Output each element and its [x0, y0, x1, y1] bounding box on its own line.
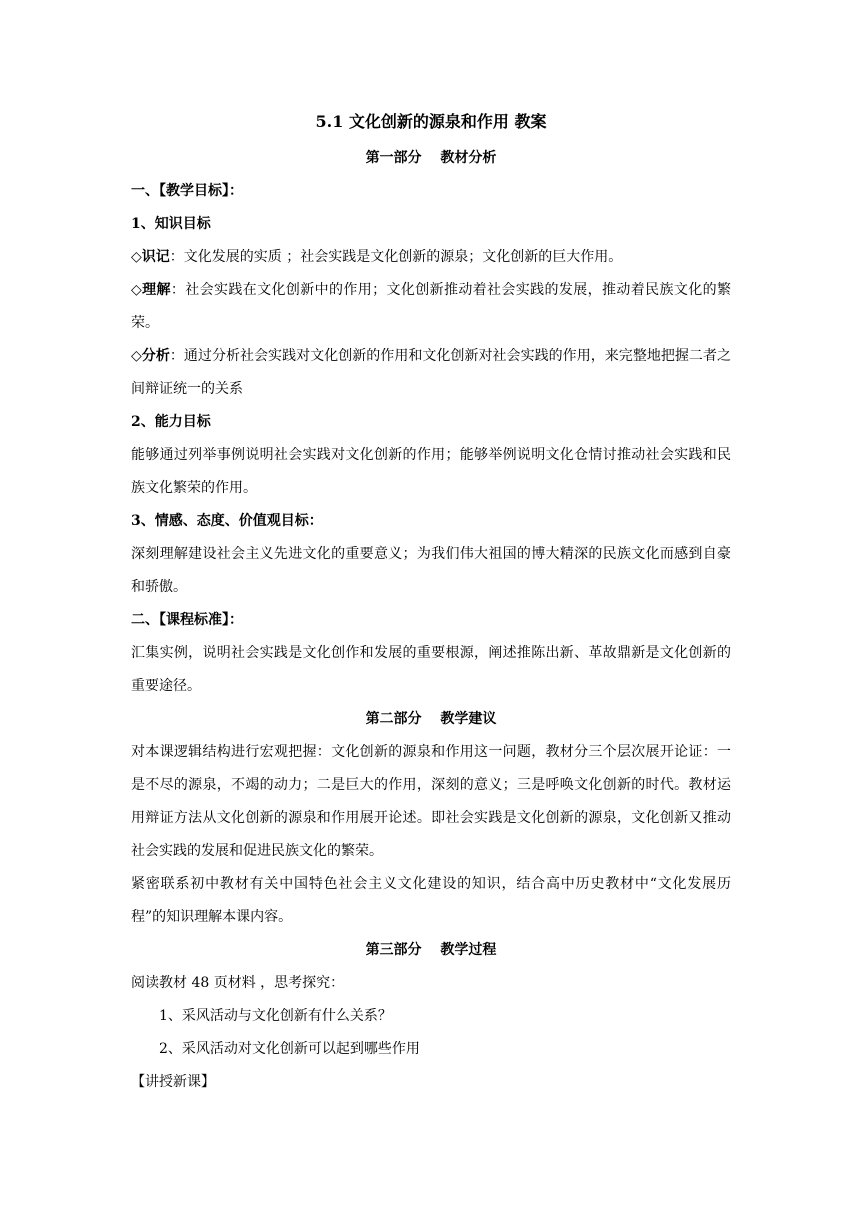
document-title: 5.1 文化创新的源泉和作用 教案 [315, 112, 547, 131]
emotion-goals-heading: 3、情感、态度、价值观目标： [131, 513, 323, 529]
understand-label: ◇理解 [131, 282, 171, 298]
teaching-suggestion-paragraph-1: 对本课逻辑结构进行宏观把握：文化创新的源泉和作用这一问题，教材分三个层次展开论证：一是不尽的源泉，不竭的动力；二是巨大的作用，深刻的意义；三是呼唤文化创新的时代。教材运用辩证方法从文化创新的源泉和作用展开论述。即社会实践是文化创新的源泉，文化创新又推动社会实践的发展和促进民族文化的繁荣。 [131, 744, 731, 859]
recall-item [131, 241, 731, 274]
emotion-goals-text: 深刻理解建设社会主义先进文化的重要意义；为我们伟大祖国的博大精深的民族文化而感到自豪和骄傲。 [131, 546, 731, 595]
teaching-suggestion-paragraph-2: 紧密联系初中教材有关中国特色社会主义文化建设的知识，结合高中历史教材中“文化发展历程”的知识理解本课内容。 [131, 876, 731, 925]
recall-text: ：文化发展的实质 ；社会实践是文化创新的源泉；文化创新的巨大作用。 [169, 249, 623, 265]
recall-label: ◇识记 [131, 249, 170, 265]
analyze-item [131, 340, 731, 406]
reading-prompt: 阅读教材 48 页材料 ，思考探究： [131, 975, 345, 991]
understand-text: ：社会实践在文化创新中的作用；文化创新推动着社会实践的发展，推动着民族文化的繁荣。 [131, 282, 731, 331]
part1-heading: 第一部分 教材分析 [365, 150, 497, 166]
ability-goals-text: 能够通过列举事例说明社会实践对文化创新的作用；能够举例说明文化仓情讨推动社会实践和民族文化繁荣的作用。 [131, 447, 731, 496]
analyze-text: ：通过分析社会实践对文化创新的作用和文化创新对社会实践的作用，来完整地把握二者之间辩证统一的关系 [131, 348, 731, 397]
part3-heading: 第三部分 教学过程 [365, 942, 497, 958]
analyze-label: ◇分析 [131, 348, 170, 364]
document-page [131, 102, 731, 1099]
question-1: 1、采风活动与文化创新有什么关系？ [159, 1008, 392, 1024]
teaching-goals-heading: 一、【教学目标】： [131, 183, 243, 199]
curriculum-standard-text: 汇集实例，说明社会实践是文化创作和发展的重要根源，阐述推陈出新、革故鼎新是文化创新的重要途径。 [131, 645, 731, 694]
knowledge-goals-heading: 1、知识目标 [131, 216, 211, 232]
new-lesson-heading: 【讲授新课】 [131, 1074, 215, 1090]
question-2: 2、采风活动对文化创新可以起到哪些作用 [159, 1041, 420, 1057]
understand-item [131, 274, 731, 340]
part2-heading: 第二部分 教学建议 [365, 711, 497, 727]
ability-goals-heading: 2、能力目标 [131, 414, 211, 430]
curriculum-standard-heading: 二、【课程标准】： [131, 612, 243, 628]
